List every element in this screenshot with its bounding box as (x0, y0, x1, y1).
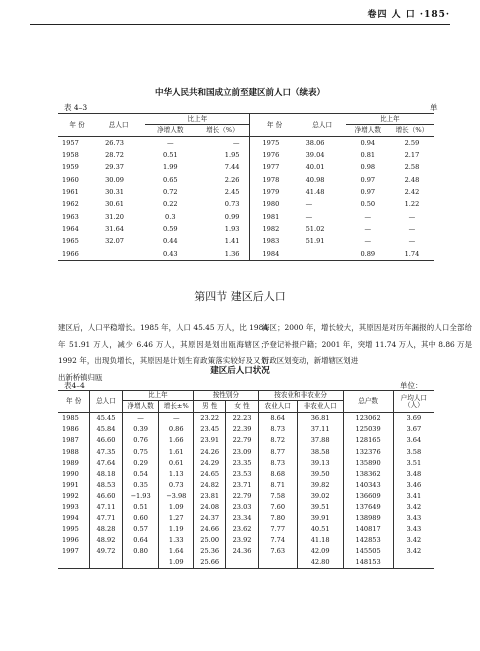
table-cell: 0.44 (162, 237, 178, 246)
table-cell: 1987 (58, 435, 90, 446)
table-cell: 142853 (343, 535, 393, 546)
table-cell: 8.72 (258, 435, 297, 446)
table-cell: 0.3 (165, 212, 176, 221)
table-cell: 1.41 (195, 235, 250, 247)
table-cell: 1959 (62, 163, 79, 172)
table-cell: 30.61 (105, 200, 124, 209)
table-row (58, 211, 434, 223)
table-cell: 8.77 (258, 446, 297, 457)
table-cell: 39.50 (297, 468, 343, 479)
table-cell: 31.64 (105, 224, 124, 233)
table-cell: 1.95 (195, 149, 250, 161)
header-rule (30, 24, 450, 25)
table-cell: 41.18 (297, 535, 343, 546)
table-cell: 39.51 (297, 502, 343, 513)
table-row (58, 491, 434, 502)
table-cell: 1.99 (162, 163, 178, 172)
table-cell: 3.69 (406, 414, 422, 423)
table-cell: 39.82 (297, 480, 343, 491)
table-cell: 7.80 (258, 513, 297, 524)
table-cell: 3.48 (406, 469, 422, 478)
table-cell: 2.17 (404, 151, 420, 160)
t2-h-per-house (393, 391, 434, 413)
table-cell: 23.09 (226, 446, 258, 457)
table-cell: 38.06 (305, 138, 325, 147)
table-cell: 51.91 (305, 237, 325, 246)
table-cell (226, 557, 258, 569)
table-cell: 0.35 (122, 480, 159, 491)
table-cell: 48.28 (90, 524, 122, 535)
table-cell: 39.13 (297, 457, 343, 468)
table-cell: 3.43 (406, 525, 422, 534)
table-cell: 1.93 (195, 223, 250, 235)
table-cell: 1.09 (159, 502, 194, 513)
table-row (58, 424, 434, 435)
table-row (58, 198, 434, 210)
table-cell: 3.42 (406, 547, 422, 556)
table-row (58, 502, 434, 513)
paragraph-right: 海区；2000 年，增长较大，其原因是对历年漏报的人口全部给予登记补报户籍；2001 年，突增 11.74 万人，其中 8.86 万是行政区划变动，新增辖区划进 (262, 323, 472, 365)
population-table-4-4 (58, 390, 434, 569)
table-cell: — (364, 212, 372, 221)
table-cell: 128165 (343, 435, 393, 446)
table-cell: 37.11 (297, 424, 343, 435)
table-cell: 22.23 (226, 413, 258, 425)
t1-h-compare-2: 比上年 (346, 114, 434, 125)
table-cell: 1.74 (390, 248, 434, 261)
table-cell: 1991 (58, 480, 90, 491)
t1-h-pop: 总人口 (92, 114, 145, 137)
table-cell: 148153 (343, 557, 393, 569)
table-cell: 135890 (343, 457, 393, 468)
table-cell: 0.81 (360, 151, 376, 160)
table-cell: 40.51 (297, 524, 343, 535)
table-row (58, 137, 434, 150)
table-cell: 1982 (262, 224, 280, 233)
t1-h-year-2: 年 份 (250, 114, 299, 137)
table-cell: 2.42 (404, 188, 420, 197)
table-cell: 1978 (262, 175, 280, 184)
table-cell: 22.79 (226, 435, 258, 446)
table-cell: 1983 (262, 237, 280, 246)
table-cell: 1977 (262, 163, 280, 172)
table-row (58, 557, 434, 569)
table-cell: 0.65 (162, 175, 178, 184)
table-cell: 1995 (58, 524, 90, 535)
table-cell: 8.73 (258, 457, 297, 468)
table2-unit: 单位： (400, 381, 423, 390)
t2-h-per-house-unit: （人） (403, 400, 424, 409)
table-cell: — (364, 237, 372, 246)
table-cell: 41.48 (305, 188, 325, 197)
table-cell: 24.82 (194, 480, 226, 491)
table-cell: 0.75 (122, 446, 159, 457)
table-cell: 1979 (262, 188, 280, 197)
t2-h-rate: 增长±% (159, 401, 194, 413)
table-cell: 1962 (62, 200, 79, 209)
table-cell: 7.44 (195, 162, 250, 174)
table-cell: 0.22 (162, 200, 178, 209)
table-cell: 7.77 (258, 524, 297, 535)
t2-h-female: 女 性 (226, 401, 258, 413)
table-cell: 1994 (58, 513, 90, 524)
table-row (58, 468, 434, 479)
table-cell: 46.60 (90, 491, 122, 502)
table-row (58, 524, 434, 535)
table-cell: 1.36 (195, 248, 250, 261)
table2-label: 表4–4 (64, 381, 85, 390)
table-cell: 30.09 (105, 175, 124, 184)
table-cell: 3.41 (406, 491, 422, 500)
table-cell: 23.62 (226, 524, 258, 535)
table-cell: 3.46 (406, 480, 422, 489)
table-cell: 39.91 (297, 513, 343, 524)
table-cell: 24.29 (194, 457, 226, 468)
table-cell: 136609 (343, 491, 393, 502)
table-cell: 1984 (250, 248, 299, 261)
table-cell: 48.53 (90, 480, 122, 491)
table-cell: 0.61 (159, 457, 194, 468)
table-cell: 0.98 (360, 163, 376, 172)
table-cell: 3.51 (406, 458, 422, 467)
table-cell: 7.58 (258, 491, 297, 502)
table-cell: 0.86 (159, 424, 194, 435)
table-cell: 1985 (58, 413, 90, 425)
t2-h-net: 净增人数 (122, 401, 159, 413)
table-cell: 23.35 (226, 457, 258, 468)
table-cell: 140817 (343, 524, 393, 535)
table-cell: 1.61 (159, 446, 194, 457)
table-row (58, 446, 434, 457)
table-cell: 0.97 (360, 188, 376, 197)
table-cell: 23.81 (194, 491, 226, 502)
section-heading: 第四节 建区后人口 (194, 290, 286, 303)
table-cell: 23.45 (194, 424, 226, 435)
table-cell: 23.91 (194, 435, 226, 446)
table-cell: 0.73 (159, 480, 194, 491)
table-row (58, 435, 434, 446)
table-cell: 0.39 (122, 424, 159, 435)
table-cell: 1.09 (159, 557, 194, 569)
table-cell (122, 557, 159, 569)
table-cell: 39.02 (297, 491, 343, 502)
table-cell: 0.54 (122, 468, 159, 479)
table-cell (299, 248, 346, 261)
table-cell: 1958 (62, 151, 79, 160)
table-cell: 1960 (62, 175, 79, 184)
table-cell: 0.80 (122, 546, 159, 557)
table-cell: — (364, 224, 372, 233)
table-cell: 49.72 (90, 546, 122, 557)
t2-h-households: 总户数 (343, 391, 393, 413)
table-cell: 23.53 (226, 468, 258, 479)
table-cell: 3.42 (406, 503, 422, 511)
table-row (58, 413, 434, 425)
table-cell: — (159, 413, 194, 425)
t1-h-pop-2: 总人口 (299, 114, 346, 137)
table-cell: 48.92 (90, 535, 122, 546)
t1-h-rate: 增长（%） (195, 125, 250, 137)
table-cell: 46.60 (90, 435, 122, 446)
table-cell: 40.01 (305, 163, 325, 172)
table-row (58, 457, 434, 468)
table-cell: 0.43 (145, 248, 195, 261)
t2-h-nonagri-pop: 非农业人口 (297, 401, 343, 413)
table-cell: 1963 (62, 212, 79, 221)
table-cell: 36.81 (297, 413, 343, 425)
table-cell: 42.09 (297, 546, 343, 557)
table-cell: 1.22 (404, 200, 420, 209)
t1-h-compare: 比上年 (145, 114, 250, 125)
table-cell: 26.73 (105, 138, 124, 147)
table-cell: 7.60 (258, 502, 297, 513)
table-cell: 1957 (62, 138, 79, 147)
table-cell: — (122, 413, 159, 425)
population-table-4-3 (58, 113, 434, 261)
table-cell: 138362 (343, 468, 393, 479)
table-cell: 25.66 (194, 557, 226, 569)
table-cell: 7.74 (258, 535, 297, 546)
table-cell: 2.48 (404, 175, 420, 184)
table-cell: 47.35 (90, 446, 122, 457)
table-cell: −1.93 (122, 491, 159, 502)
table1-label: 表 4–3 (64, 103, 88, 112)
table-cell: 0.29 (122, 457, 159, 468)
table-cell: 0.94 (360, 138, 376, 147)
table-row (58, 186, 434, 198)
table2-title: 建区后人口状况 (210, 366, 270, 376)
table-cell: — (305, 212, 313, 221)
table-cell: 2.59 (404, 138, 420, 147)
table-cell: 1976 (262, 151, 280, 160)
table-row (58, 546, 434, 557)
table-cell: 1996 (58, 535, 90, 546)
table-cell: 1992 (58, 491, 90, 502)
table-row (58, 535, 434, 546)
table-row (58, 235, 434, 247)
table-cell: 29.37 (105, 163, 124, 172)
table-cell: 145505 (343, 546, 393, 557)
table-cell: 25.36 (194, 546, 226, 557)
t1-h-net: 净增人数 (145, 125, 195, 137)
table-cell: 28.72 (105, 151, 124, 160)
table-cell: 8.71 (258, 480, 297, 491)
t2-h-agri-pop: 农业人口 (258, 401, 297, 413)
table-cell: 123062 (343, 413, 393, 425)
t1-h-net-2: 净增人数 (346, 125, 390, 137)
table-cell: 0.51 (122, 502, 159, 513)
table1-title: 中华人民共和国成立前至建区前人口（续表） (154, 88, 325, 98)
table-cell: 47.71 (90, 513, 122, 524)
table-cell: 140343 (343, 480, 393, 491)
table-cell (58, 557, 90, 569)
table-cell: 1989 (58, 457, 90, 468)
table-cell (92, 248, 145, 261)
t2-h-compare: 比上年 (122, 391, 193, 401)
table-cell: 3.58 (406, 447, 422, 456)
table-cell: 0.97 (360, 175, 376, 184)
table-cell: 22.79 (226, 491, 258, 502)
table-cell: 24.26 (194, 446, 226, 457)
table-cell: 0.60 (122, 513, 159, 524)
table-cell: 0.59 (162, 224, 178, 233)
table-cell: 48.18 (90, 468, 122, 479)
table-cell: 31.20 (105, 212, 124, 221)
page-header (0, 0, 480, 26)
table-cell (258, 557, 297, 569)
table-cell: 1975 (262, 138, 280, 147)
table-cell: 0.89 (346, 248, 390, 261)
table-cell: 1980 (262, 200, 280, 209)
table-cell: 24.66 (194, 524, 226, 535)
table-cell: 0.99 (195, 211, 250, 223)
table-cell: 3.67 (406, 425, 422, 434)
table-cell: 23.03 (226, 502, 258, 513)
table-cell: 38.58 (297, 446, 343, 457)
table-cell: 132376 (343, 446, 393, 457)
table-cell: 30.31 (105, 188, 124, 197)
t2-h-per-house-label: 户均人口 (400, 393, 428, 402)
table-cell: 3.42 (406, 536, 422, 545)
table-cell: 0.76 (122, 435, 159, 446)
table-cell: — (195, 137, 250, 150)
table-cell: 24.37 (194, 513, 226, 524)
table-cell: 1965 (62, 237, 79, 246)
table-row (58, 149, 434, 161)
table-cell: 45.45 (90, 413, 122, 425)
table-cell (393, 557, 434, 569)
table-cell: 1966 (58, 248, 92, 261)
table-cell: 138989 (343, 513, 393, 524)
running-header: 卷四 人 口 ·185· (367, 10, 450, 20)
table-cell: 47.11 (90, 502, 122, 513)
table-cell: 7.63 (258, 546, 297, 557)
table-cell: 40.98 (305, 175, 325, 184)
table-cell: 37.88 (297, 435, 343, 446)
table-cell: 3.43 (406, 514, 422, 523)
table-row (58, 248, 434, 261)
table-cell: 23.22 (194, 413, 226, 425)
table-cell: — (408, 212, 416, 221)
table-cell: 8.68 (258, 468, 297, 479)
table-cell (90, 557, 122, 569)
table-cell: 24.08 (194, 502, 226, 513)
table-cell: 51.02 (305, 224, 325, 233)
table-cell: 8.73 (258, 424, 297, 435)
table-cell: 1990 (58, 468, 90, 479)
table-cell: 2.45 (195, 186, 250, 198)
table-cell: — (408, 224, 416, 233)
table-cell: 1.64 (159, 546, 194, 557)
table-cell: 45.84 (90, 424, 122, 435)
t1-h-rate-2: 增长（%） (390, 125, 434, 137)
table-row (58, 223, 434, 235)
table-cell: 0.51 (162, 151, 178, 160)
table-row (58, 480, 434, 491)
table-cell: 23.71 (226, 480, 258, 491)
table-cell: 2.58 (404, 163, 420, 172)
table-cell: 2.26 (195, 174, 250, 186)
table-cell: 1993 (58, 502, 90, 513)
table-cell: 1964 (62, 224, 79, 233)
paragraph-left: 建区后，人口平稳增长。1985 年，人口 45.45 万人，比 1984 年 51.91 万人，减少 6.46 万人，其原因是划出瓯海辖区；1992 年，出现负增长，其原因是计划生育政策落实较好及又划出新桥镇归瓯 (58, 323, 268, 382)
table-cell: 24.65 (194, 468, 226, 479)
table-row (58, 174, 434, 186)
table-cell: 42.80 (297, 557, 343, 569)
table-cell: 0.64 (122, 535, 159, 546)
table-cell: — (408, 237, 416, 246)
table-cell: 8.64 (258, 413, 297, 425)
table-cell: — (305, 200, 313, 209)
table-cell: 1.13 (159, 468, 194, 479)
table-cell: 0.73 (195, 198, 250, 210)
table-row (58, 162, 434, 174)
table-cell: 1988 (58, 446, 90, 457)
t2-h-year: 年 份 (58, 391, 90, 413)
table-cell: 1961 (62, 188, 79, 197)
table-cell: 22.39 (226, 424, 258, 435)
table-cell: 23.92 (226, 535, 258, 546)
t2-h-male: 男 性 (194, 401, 226, 413)
table-cell: 23.34 (226, 513, 258, 524)
table-cell: — (166, 138, 174, 147)
table-cell: 0.72 (162, 188, 178, 197)
table-cell: 1997 (58, 546, 90, 557)
table-cell: 39.04 (305, 151, 325, 160)
table-row (58, 513, 434, 524)
table-cell: 1981 (262, 212, 280, 221)
table-cell: 0.50 (360, 200, 376, 209)
table-cell: 1.19 (159, 524, 194, 535)
table-cell: 1.27 (159, 513, 194, 524)
t2-h-pop: 总人口 (90, 391, 122, 413)
table-cell: 1.66 (159, 435, 194, 446)
table-cell: 24.36 (226, 546, 258, 557)
table1-unit: 单 (430, 103, 438, 112)
t2-h-sex: 按性别分 (194, 391, 259, 401)
table-cell: 32.07 (105, 237, 124, 246)
table-cell: 3.64 (406, 436, 422, 445)
table-cell: 1986 (58, 424, 90, 435)
table-cell: 47.64 (90, 457, 122, 468)
table-cell: −3.98 (159, 491, 194, 502)
table-cell: 25.00 (194, 535, 226, 546)
table-cell: 137649 (343, 502, 393, 513)
table-cell: 1.33 (159, 535, 194, 546)
table-cell: 0.57 (122, 524, 159, 535)
t2-h-agri: 按农业和非农业分 (258, 391, 343, 401)
t1-h-year: 年 份 (58, 114, 92, 137)
table-cell: 125039 (343, 424, 393, 435)
